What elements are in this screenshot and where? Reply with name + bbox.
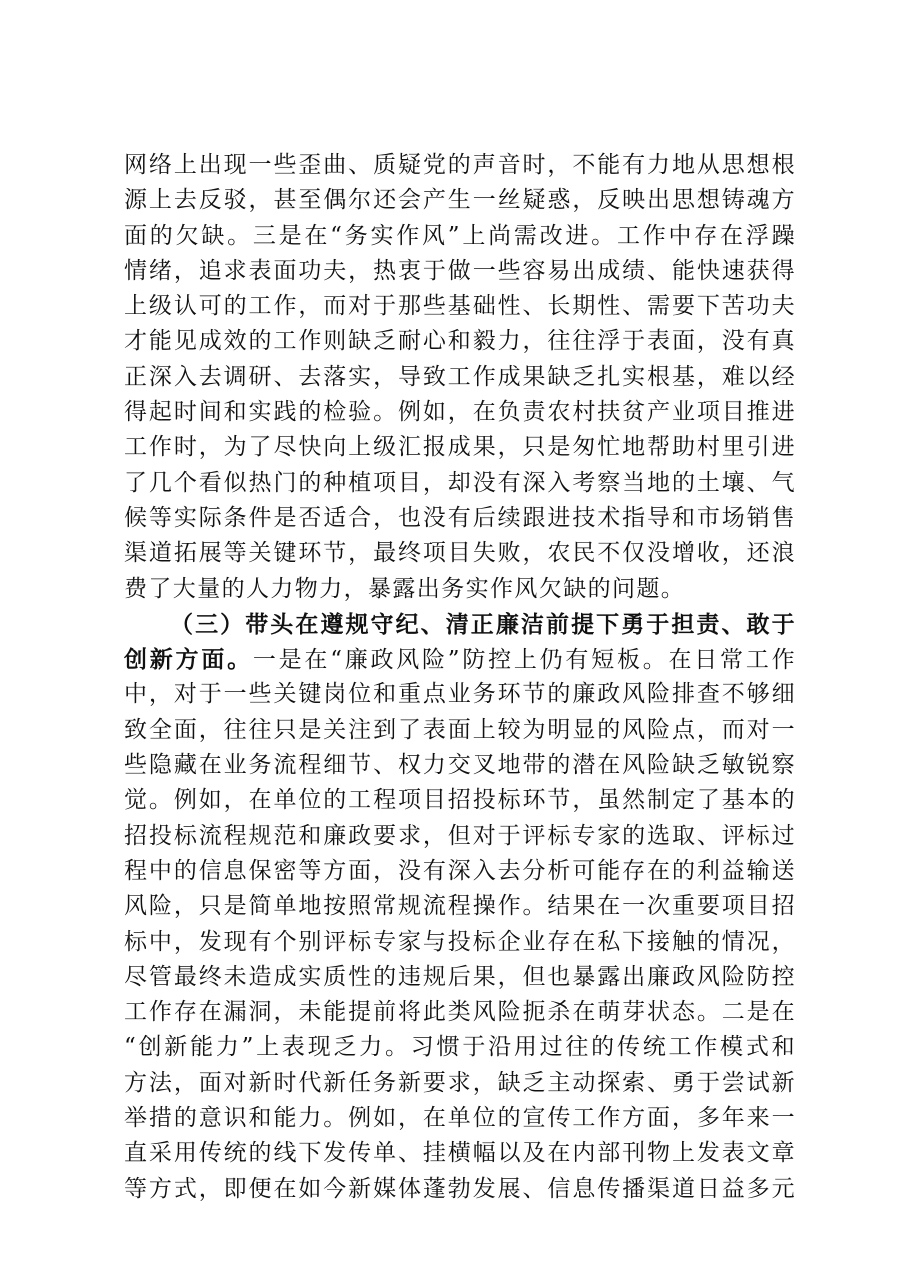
- section-heading-tail: 创新方面。: [124, 646, 253, 674]
- text-line: “创新能力”上表现乏力。习惯于沿用过往的传统工作模式和: [124, 1034, 796, 1061]
- text-line: 些隐藏在业务流程细节、权力交叉地带的潜在风险缺乏敏锐察: [124, 752, 796, 779]
- text-line: 觉。例如，在单位的工程项目招投标环节，虽然制定了基本的: [124, 787, 796, 814]
- text-line: 尽管最终未造成实质性的违规后果，但也暴露出廉政风险防控: [124, 963, 796, 990]
- text-line: 正深入去调研、去落实，导致工作成果缺乏扎实根基，难以经: [124, 363, 796, 390]
- section-heading-line: （三）带头在遵规守纪、清正廉洁前提下勇于担责、敢于: [170, 610, 796, 638]
- text-line: 方法，面对新时代新任务新要求，缺乏主动探索、勇于尝试新: [124, 1069, 796, 1096]
- text-line: 候等实际条件是否适合，也没有后续跟进技术指导和市场销售: [124, 504, 796, 531]
- text-line: 举措的意识和能力。例如，在单位的宣传工作方面，多年来一: [124, 1105, 796, 1132]
- text-line: 网络上出现一些歪曲、质疑党的声音时，不能有力地从思想根: [124, 152, 796, 178]
- text-line: 标中，发现有个别评标专家与投标企业存在私下接触的情况，: [124, 928, 796, 955]
- text-line: 直采用传统的线下发传单、挂横幅以及在内部刊物上发表文章: [124, 1140, 796, 1167]
- text-line: 上级认可的工作，而对于那些基础性、长期性、需要下苦功夫: [124, 293, 796, 320]
- text-line: 了几个看似热门的种植项目，却没有深入考察当地的土壤、气: [124, 469, 796, 496]
- document-page: [124, 148, 796, 1207]
- text-line: 情绪，追求表面功夫，热衷于做一些容易出成绩、能快速获得: [124, 257, 796, 284]
- text-line: 工作时，为了尽快向上级汇报成果，只是匆忙地帮助村里引进: [124, 434, 796, 461]
- text-line: 风险，只是简单地按照常规流程操作。结果在一次重要项目招: [124, 893, 796, 920]
- text-line: 工作存在漏洞，未能提前将此类风险扼杀在萌芽状态。二是在: [124, 999, 796, 1026]
- text-line: 招投标流程规范和廉政要求，但对于评标专家的选取、评标过: [124, 822, 796, 849]
- text-line: 致全面，往往只是关注到了表面上较为明显的风险点，而对一: [124, 716, 796, 743]
- text-line: 程中的信息保密等方面，没有深入去分析可能存在的利益输送: [124, 857, 796, 884]
- section-heading-continuation-line: [124, 642, 796, 677]
- text-run: 一是在“廉政风险”防控上仍有短板。在日常工作: [252, 647, 797, 674]
- text-line: 渠道拓展等关键环节，最终项目失败，农民不仅没增收，还浪: [124, 540, 796, 567]
- text-line: 等方式，即便在如今新媒体蓬勃发展、信息传播渠道日益多元: [124, 1175, 796, 1202]
- text-line: 中，对于一些关键岗位和重点业务环节的廉政风险排查不够细: [124, 681, 796, 708]
- text-line: 得起时间和实践的检验。例如，在负责农村扶贫产业项目推进: [124, 399, 796, 426]
- text-line: 费了大量的人力物力，暴露出务实作风欠缺的问题。: [124, 575, 686, 602]
- text-line: 才能见成效的工作则缺乏耐心和毅力，往往浮于表面，没有真: [124, 328, 796, 355]
- text-line: 面的欠缺。三是在“务实作风”上尚需改进。工作中存在浮躁: [124, 222, 796, 249]
- text-line: 源上去反驳，甚至偶尔还会产生一丝疑惑，反映出思想铸魂方: [124, 187, 796, 214]
